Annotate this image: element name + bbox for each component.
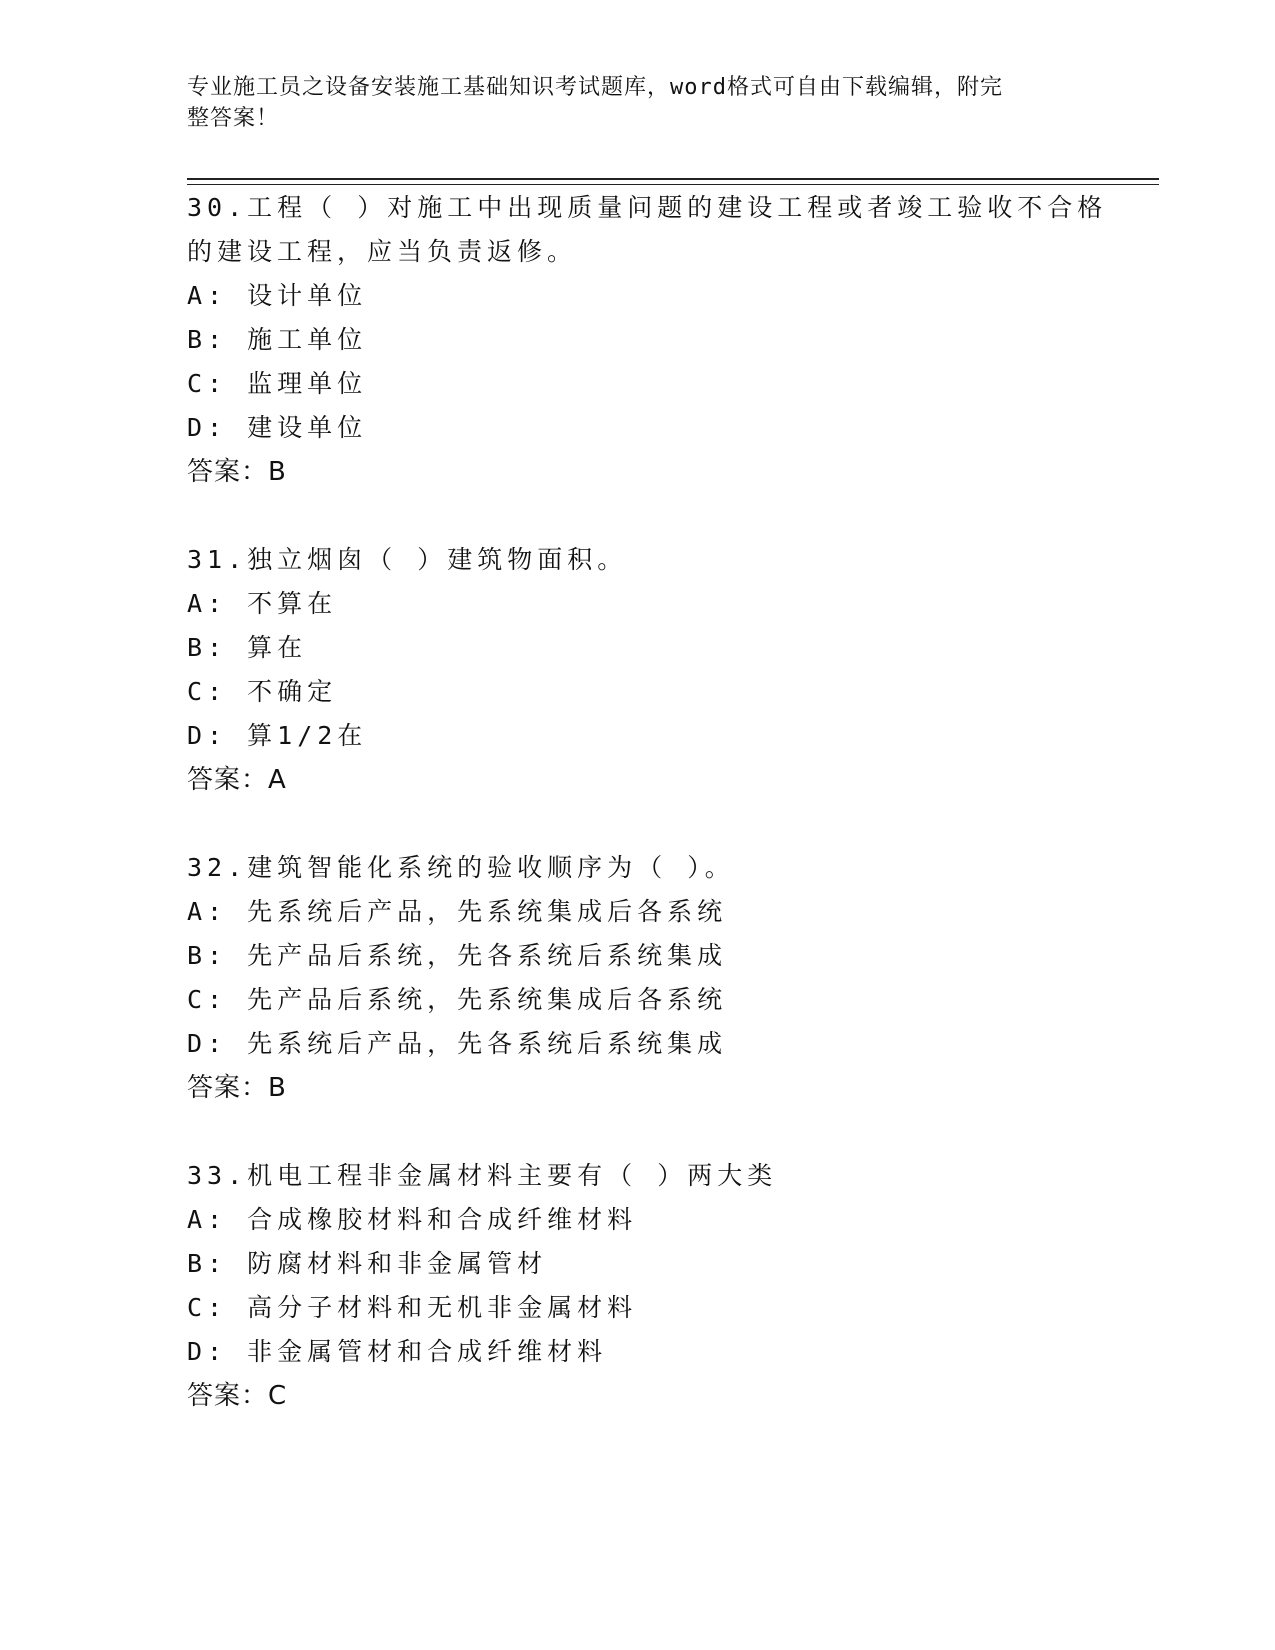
question-33-stem-line-1: 33.机电工程非金属材料主要有（ ）两大类	[187, 1161, 778, 1190]
question-31-option-a: A: 不算在	[187, 589, 338, 618]
question-31-stem-line-1: 31.独立烟囱（ ）建筑物面积。	[187, 545, 628, 574]
question-31-option-c: C: 不确定	[187, 677, 338, 706]
question-33-option-c: C: 高分子材料和无机非金属材料	[187, 1293, 638, 1322]
question-30-stem-line-1: 30.工程（ ）对施工中出现质量问题的建设工程或者竣工验收不合格	[187, 193, 1108, 222]
question-31-option-d: D: 算1/2在	[187, 721, 368, 750]
question-33-answer: 答案：C	[187, 1381, 288, 1411]
question-32-option-a: A: 先系统后产品，先系统集成后各系统	[187, 897, 728, 926]
header-line-1: 专业施工员之设备安装施工基础知识考试题库，word格式可自由下载编辑，附完	[187, 75, 1003, 100]
question-31-answer: 答案：A	[187, 765, 287, 795]
question-31-option-b: B: 算在	[187, 633, 308, 662]
header-divider-thick	[187, 178, 1159, 180]
question-32-option-d: D: 先系统后产品，先各系统后系统集成	[187, 1029, 728, 1058]
question-30-stem-line-2: 的建设工程，应当负责返修。	[187, 237, 578, 266]
question-33-option-b: B: 防腐材料和非金属管材	[187, 1249, 548, 1278]
question-32-option-c: C: 先产品后系统，先系统集成后各系统	[187, 985, 728, 1014]
question-33-option-d: D: 非金属管材和合成纤维材料	[187, 1337, 608, 1366]
question-32-option-b: B: 先产品后系统，先各系统后系统集成	[187, 941, 728, 970]
question-30-option-b: B: 施工单位	[187, 325, 368, 354]
question-32-answer: 答案：B	[187, 1073, 287, 1103]
question-30-answer: 答案：B	[187, 457, 287, 487]
question-30-option-c: C: 监理单位	[187, 369, 368, 398]
question-30-option-a: A: 设计单位	[187, 281, 368, 310]
question-30-option-d: D: 建设单位	[187, 413, 368, 442]
header-divider-thin	[187, 184, 1159, 185]
question-33-option-a: A: 合成橡胶材料和合成纤维材料	[187, 1205, 638, 1234]
question-32-stem-line-1: 32.建筑智能化系统的验收顺序为（ ）。	[187, 853, 735, 882]
header-line-2: 整答案！	[187, 106, 280, 131]
document-header	[187, 72, 1067, 134]
